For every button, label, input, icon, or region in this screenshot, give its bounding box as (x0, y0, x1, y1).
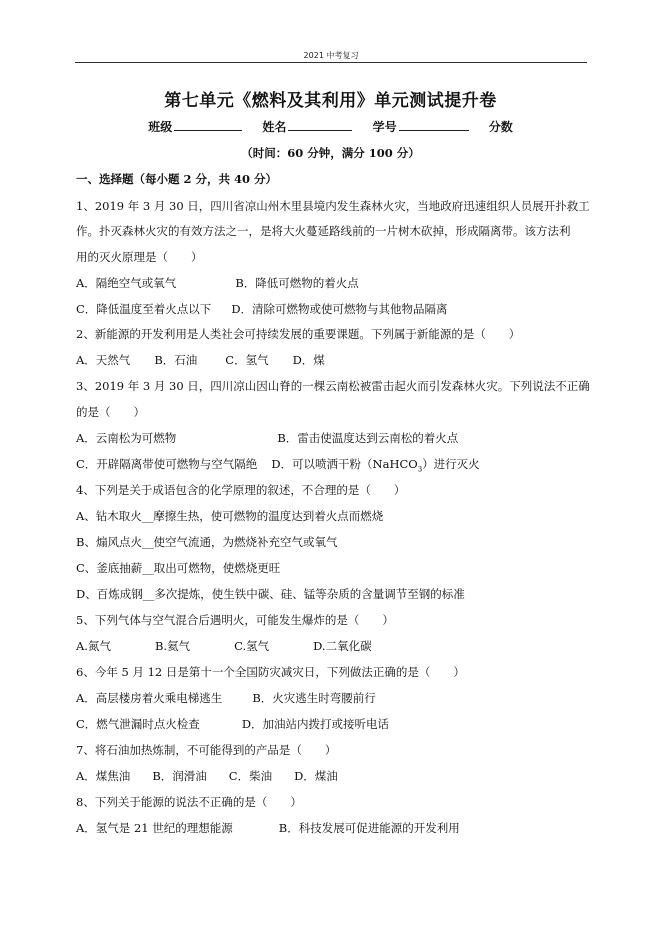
name-blank[interactable] (288, 119, 352, 131)
q1-option-row-2 (76, 302, 448, 316)
q2-option-c[interactable]: C．氢气 (225, 353, 269, 367)
score-label: 分数 (488, 120, 513, 134)
section-heading: 一、选择题（每小题 2 分，共 40 分） (76, 172, 278, 186)
q6-option-d[interactable]: D．加油站内拨打或接听电话 (241, 717, 390, 731)
q1-stem-line-3: 用的灭火原理是（ ） (76, 250, 203, 264)
q8-option-b[interactable]: B．科技发展可促进能源的开发利用 (278, 821, 460, 835)
q5-option-a[interactable]: A.氮气 (76, 639, 111, 653)
q3-option-c[interactable]: C．开辟隔离带使可燃物与空气隔绝 (76, 457, 258, 471)
running-header: 2021 中考复习 (303, 51, 359, 60)
q3-option-a[interactable]: A．云南松为可燃物 (76, 431, 177, 445)
q5-stem: 5、下列气体与空气混合后遇明火，可能发生爆炸的是（ ） (76, 613, 394, 627)
q3-option-row-2 (76, 457, 480, 476)
document-title: 第七单元《燃料及其利用》单元测试提升卷 (164, 91, 497, 111)
q2-option-a[interactable]: A．天然气 (76, 353, 131, 367)
class-label: 班级 (148, 120, 173, 134)
class-blank[interactable] (174, 119, 242, 131)
q8-stem: 8、下列关于能源的说法不正确的是（ ） (76, 795, 302, 809)
q7-option-b[interactable]: B．润滑油 (152, 769, 207, 783)
q4-option-c[interactable]: C、釜底抽薪__取出可燃物，使燃烧更旺 (76, 561, 281, 575)
q4-option-b[interactable]: B、煽风点火__使空气流通，为燃烧补充空气或氧气 (76, 535, 338, 549)
header-rule (75, 62, 587, 63)
q1-option-a[interactable]: A．隔绝空气或氧气 (76, 276, 177, 290)
q4-option-d[interactable]: D、百炼成钢__多次提炼，使生铁中碳、硅、锰等杂质的含量调节至钢的标准 (76, 587, 465, 601)
q3-option-row-1 (76, 431, 458, 445)
q8-option-row (76, 821, 460, 835)
q7-option-row (76, 769, 338, 783)
q5-option-row (76, 639, 372, 653)
q4-option-a[interactable]: A、钻木取火__摩擦生热，使可燃物的温度达到着火点而燃烧 (76, 509, 384, 523)
student-info-row (0, 118, 661, 135)
q2-option-b[interactable]: B．石油 (154, 353, 198, 367)
q8-option-a[interactable]: A．氢气是 21 世纪的理想能源 (76, 821, 233, 835)
q5-option-d[interactable]: D.二氧化碳 (313, 639, 372, 653)
q6-option-row-2 (76, 717, 389, 731)
q1-stem-line-1: 1、2019 年 3 月 30 日，四川省凉山州木里县境内发生森林火灾，当地政府迅速组织人员展开扑救工 (76, 199, 590, 213)
id-label: 学号 (372, 120, 397, 134)
q6-stem: 6、今年 5 月 12 日是第十一个全国防灾减灾日，下列做法正确的是（ ） (76, 665, 465, 679)
q4-stem: 4、下列是关于成语包含的化学原理的叙述，不合理的是（ ） (76, 483, 406, 497)
q5-option-c[interactable]: C.氢气 (234, 639, 270, 653)
q1-option-row-1 (76, 276, 359, 290)
q6-option-row-1 (76, 691, 376, 705)
q1-option-c[interactable]: C．降低温度至着火点以下 (76, 302, 212, 316)
q6-option-c[interactable]: C．燃气泄漏时点火检查 (76, 717, 200, 731)
name-label: 姓名 (262, 120, 287, 134)
q7-option-c[interactable]: C．柴油 (228, 769, 273, 783)
q7-option-a[interactable]: A．煤焦油 (76, 769, 131, 783)
q1-stem-line-2: 作。扑灭森林火灾的有效方法之一，是将大火蔓延路线前的一片树木砍掉，形成隔离带。该方法利 (76, 224, 571, 238)
q2-option-d[interactable]: D．煤 (292, 353, 325, 367)
q7-option-d[interactable]: D．煤油 (294, 769, 338, 783)
q7-stem: 7、将石油加热炼制，不可能得到的产品是（ ） (76, 743, 337, 757)
q6-option-a[interactable]: A．高层楼房着火乘电梯逃生 (76, 691, 223, 705)
q3-option-b[interactable]: B．雷击使温度达到云南松的着火点 (277, 431, 459, 445)
q1-option-d[interactable]: D．清除可燃物或使可燃物与其他物品隔离 (231, 302, 448, 316)
q6-option-b[interactable]: B．火灾逃生时弯腰前行 (252, 691, 376, 705)
q3-stem-line-1: 3、2019 年 3 月 30 日，四川凉山因山脊的一棵云南松被雷击起火而引发森林火灾。下列说法不正确 (76, 379, 590, 393)
q2-stem: 2、新能源的开发利用是人类社会可持续发展的重要课题。下列属于新能源的是（ ） (76, 327, 521, 341)
q3-option-d[interactable]: D．可以喷洒干粉（NaHCO$_3$）进行灭火 (271, 457, 480, 474)
id-blank[interactable] (399, 119, 469, 131)
q1-option-b[interactable]: B．降低可燃物的着火点 (235, 276, 359, 290)
time-note: （时间：60 分钟，满分 100 分） (241, 146, 420, 160)
q5-option-b[interactable]: B.氦气 (154, 639, 191, 653)
q2-option-row (76, 353, 325, 367)
q3-stem-line-2: 的是（ ） (76, 405, 145, 419)
